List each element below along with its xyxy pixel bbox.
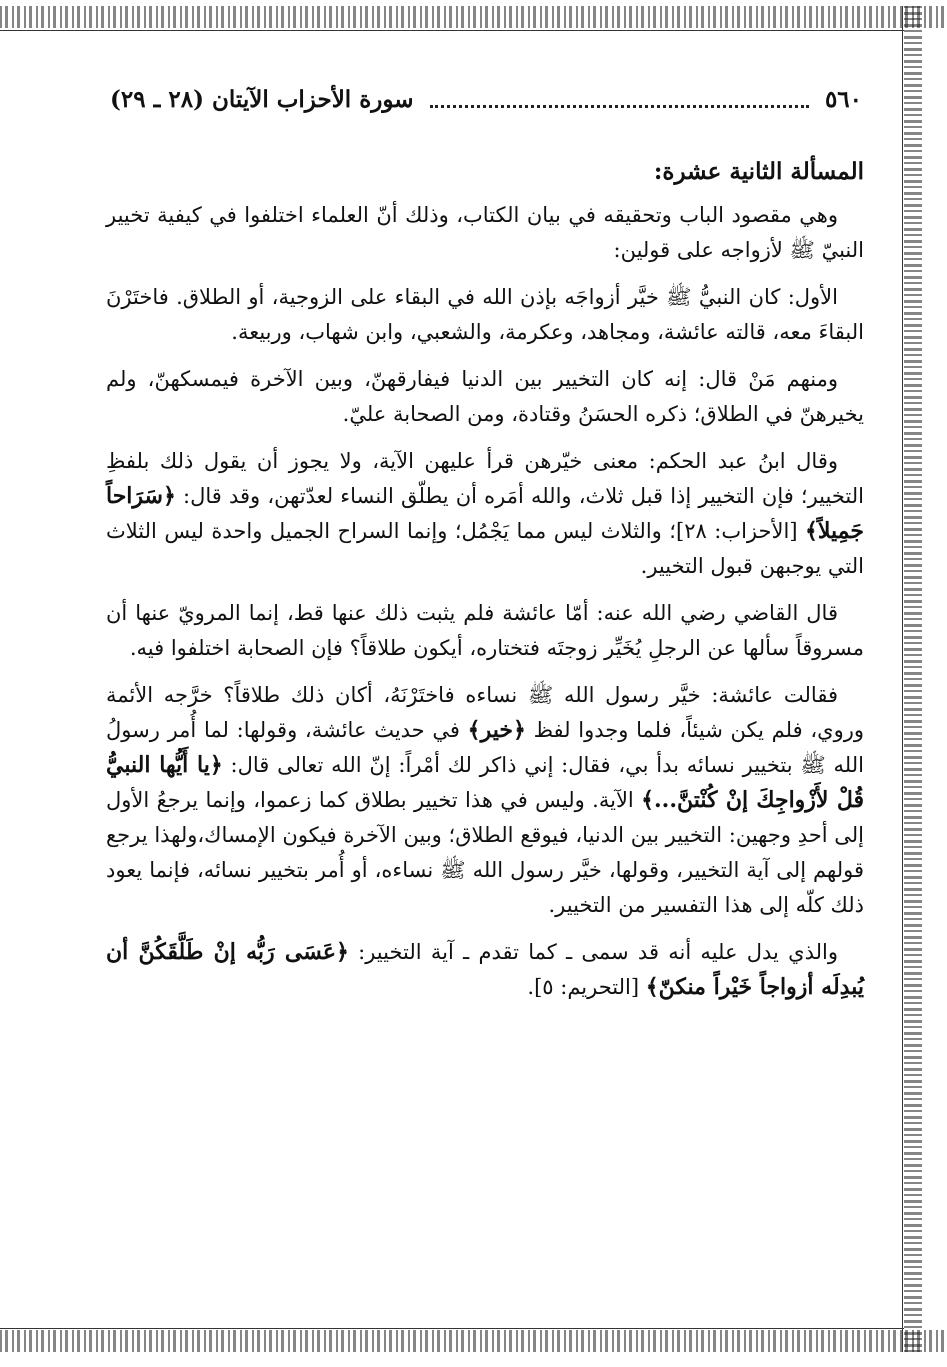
paragraph-5: قال القاضي رضي الله عنه: أمّا عائشة فلم يثبت ذلك عنها قط، إنما المرويّ عنها أن مسروقاً سألها عن الرجلِ يُخَيِّر زوجتَه فتختاره، أيكون طلاقاً؟ فإن الصحابة اختلفوا فيه. <box>106 601 864 660</box>
page-body <box>106 152 864 1017</box>
paragraph-2: الأول: كان النبيُّ ﷺ خيَّر أزواجَه بإذن الله في البقاء على الزوجية، أو الطلاق. فاختَرْنَ البقاءَ معه، قالته عائشة، ومجاهد، وعكرمة، والشعبي، وابن شهاب، وربيعة. <box>106 285 864 344</box>
page-header <box>110 82 862 116</box>
paragraph-6-text-c: الآية. وليس في هذا تخيير بطلاق كما زعموا، وإنما يرجعُ الأول إلى أحدِ وجهين: التخيير بين الدنيا، فيوقع الطلاق؛ وبين الآخرة فيكون الإمساك،ولهذا يرجع قولهم إلى آية التخيير، وقولها، خيَّر رسول الله ﷺ نساءه، أو أُمر بتخيير نسائه، فإنما يعود ذلك كلّه إلى هذا التفسير من التخيير. <box>106 788 864 917</box>
running-title: سورة الأحزاب الآيتان (٢٨ ـ ٢٩) <box>110 85 414 113</box>
paragraph-6-text-a: فقالت عائشة: خيَّر رسول الله ﷺ نساءه فاختَرْنَهُ، أكان ذلك طلاقاً؟ خرَّجه الأئمة وروي، فلم يكن شيئاً، فلما وجدوا لفظ <box>106 683 864 742</box>
decorative-border-right <box>904 6 922 1352</box>
paragraph-7-text-a: والذي يدل عليه أنه قد سمى ـ كما تقدم ـ آية التخيير: <box>348 940 838 964</box>
quran-quote: ﴿عَسَى رَبُّه إنْ طَلَّقَكُنَّ أن يُبدِلَه أزواجاً خَيْراً منكنّ﴾ <box>106 939 864 1000</box>
quoted-word: ﴿خير﴾ <box>467 717 526 743</box>
border-line-right <box>902 6 903 1352</box>
paragraph-1: وهي مقصود الباب وتحقيقه في بيان الكتاب، وذلك أنّ العلماء اختلفوا في كيفية تخيير النبيّ ﷺ لأزواجه على قولين: <box>106 203 864 262</box>
decorative-border-bottom <box>0 1330 947 1352</box>
paragraph-6 <box>106 678 864 923</box>
page-number: ٥٦٠ <box>824 85 862 113</box>
border-line-bottom <box>0 1328 904 1329</box>
decorative-border-top <box>0 6 947 28</box>
header-leader-dots <box>430 91 809 108</box>
section-heading: المسألة الثانية عشرة: <box>653 158 864 185</box>
quran-quote: ﴿يا أَيُّها النبيُّ قُلْ لأَزْواجِكَ إنْ كُنْتنَّ...﴾ <box>106 752 864 813</box>
border-line-top <box>0 30 904 31</box>
paragraph-3: ومنهم مَنْ قال: إنه كان التخيير بين الدنيا فيفارقهنّ، وبين الآخرة فيمسكهنّ، ولم يخيرهنّ في الطلاق؛ ذكره الحسَنُ وقتادة، ومن الصحابة عليّ. <box>106 367 864 426</box>
paragraph-4-text-a: وقال ابنُ عبد الحكم: معنى خيّرهن قرأ عليهن الآية، ولا يجوز أن يقول ذلك بلفظِ التخيير؛ فإن التخيير إذا قبل ثلاث، والله أمَره أن يطلّق النساء لعدّتهن، وقد قال: <box>106 449 864 508</box>
paragraph-4 <box>106 444 864 584</box>
paragraph-4-text-b: [الأحزاب: ٢٨]؛ والثلاث ليس مما يَجْمُل؛ وإنما السراح الجميل واحدة ليس الثلاث التي يوجبهن قبول التخيير. <box>106 519 864 578</box>
quran-quote: ﴿سَرَاحاً جَمِيلاً﴾ <box>106 483 864 544</box>
paragraph-6-text-b: في حديث عائشة، وقولها: لما أُمر رسولُ الله ﷺ بتخيير نسائه بدأ بي، فقال: إني ذاكر لك أمْراً: إنّ الله تعالى قال: <box>106 718 864 777</box>
paragraph-7-text-b: [التحريم: ٥]. <box>527 975 646 999</box>
paragraph-7 <box>106 935 864 1005</box>
